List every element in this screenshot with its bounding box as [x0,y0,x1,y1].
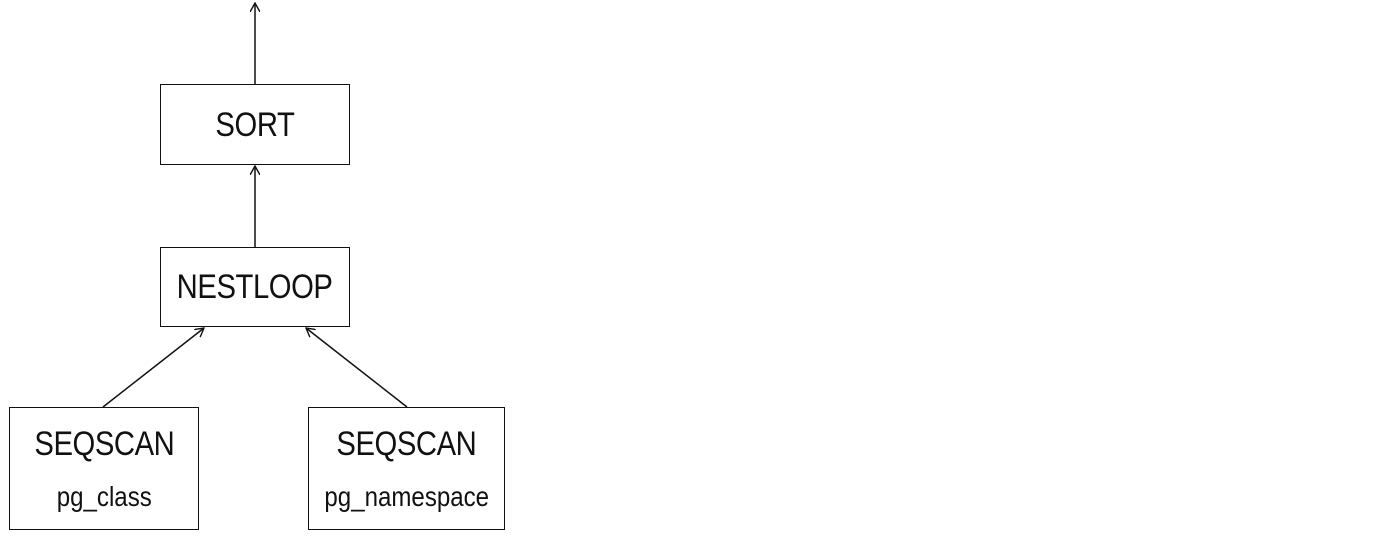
sort-node-title: SORT [215,105,295,144]
seqscan-pg-class-node [9,407,199,530]
seqscan-pg-class-title: SEQSCAN [34,424,174,463]
sort-node [160,84,350,165]
nestloop-node-title: NESTLOOP [177,268,333,306]
nestloop-node [160,247,350,327]
edge-seqscan-namespace-to-nestloop [306,328,407,407]
edge-seqscan-class-to-nestloop [103,328,204,407]
seqscan-pg-namespace-node [308,407,505,530]
seqscan-pg-namespace-relation: pg_namespace [324,480,489,512]
seqscan-pg-namespace-title: SEQSCAN [336,424,477,463]
seqscan-pg-class-relation: pg_class [56,480,152,512]
